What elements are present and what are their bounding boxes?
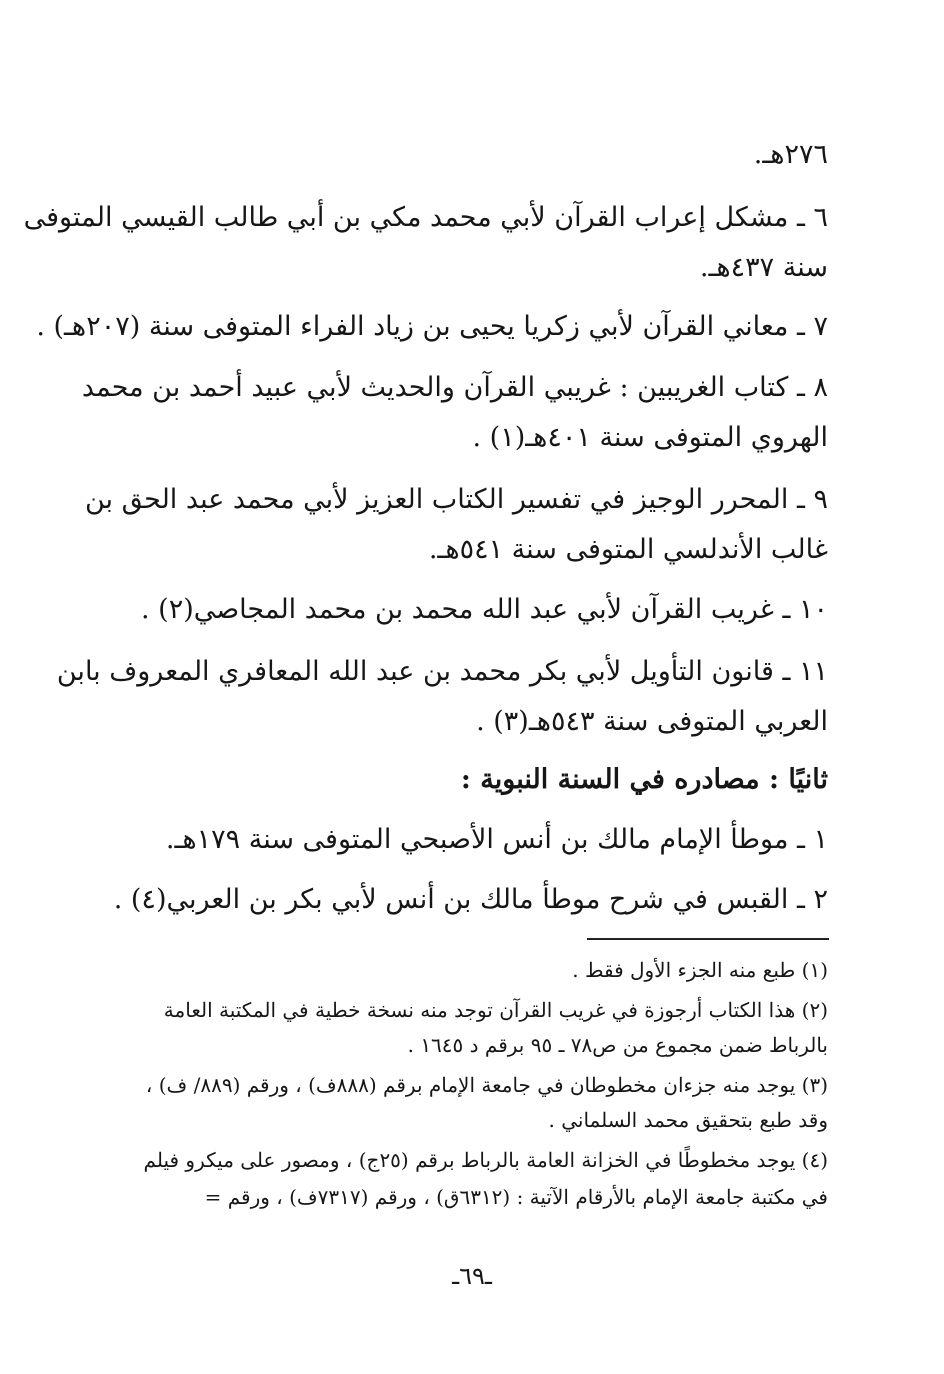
footnote-line-6: (٤) يوجد مخطوطًا في الخزانة العامة بالرباط برقم (٢٥ج) ، ومصور على ميكرو فيلم <box>143 1148 828 1172</box>
body-line-9: ١٠ ـ غريب القرآن لأبي عبد الله محمد بن محمد المجاصي(٢) . <box>141 594 828 625</box>
body-line-13: ١ ـ موطأ الإمام مالك بن أنس الأصبحي المتوفى سنة ١٧٩هـ. <box>165 824 828 855</box>
body-line-5: ٨ ـ كتاب الغريبين : غريبي القرآن والحديث لأبي عبيد أحمد بن محمد <box>81 372 828 403</box>
body-line-14: ٢ ـ القبس في شرح موطأ مالك بن أنس لأبي بكر بن العربي(٤) . <box>113 884 828 915</box>
body-line-10: ١١ ـ قانون التأويل لأبي بكر محمد بن عبد الله المعافري المعروف بابن <box>56 656 828 687</box>
page-number: ـ٦٩ـ <box>452 1262 492 1290</box>
footnote-line-2: (٢) هذا الكتاب أرجوزة في غريب القرآن توجد منه نسخة خطية في المكتبة العامة <box>163 998 828 1022</box>
body-line-6: الهروي المتوفى سنة ٤٠١هـ(١) . <box>472 422 828 453</box>
body-line-1: ٢٧٦هـ. <box>753 139 828 170</box>
footnote-line-7: في مكتبة جامعة الإمام بالأرقام الآتية : (٦٣١٢ق) ، ورقم (٧٣١٧ف) ، ورقم = <box>204 1185 828 1209</box>
footnote-line-1: (١) طبع منه الجزء الأول فقط . <box>572 958 828 982</box>
body-line-2: ٦ ـ مشكل إعراب القرآن لأبي محمد مكي بن أبي طالب القيسي المتوفى <box>23 202 828 233</box>
section-heading: ثانيًا : مصادره في السنة النبوية : <box>460 764 828 795</box>
body-line-4: ٧ ـ معاني القرآن لأبي زكريا يحيى بن زياد الفراء المتوفى سنة (٢٠٧هـ) . <box>36 311 828 342</box>
body-line-3: سنة ٤٣٧هـ. <box>699 252 828 283</box>
body-line-8: غالب الأندلسي المتوفى سنة ٥٤١هـ. <box>428 534 828 565</box>
footnote-line-4: (٣) يوجد منه جزءان مخطوطان في جامعة الإمام برقم (٨٨٨ف) ، ورقم (٨٨٩/ ف) ، <box>145 1073 828 1097</box>
body-line-11: العربي المتوفى سنة ٥٤٣هـ(٣) . <box>476 706 828 737</box>
footnote-line-5: وقد طبع بتحقيق محمد السلماني . <box>548 1108 828 1132</box>
footnote-line-3: بالرباط ضمن مجموع من ص٧٨ ـ ٩٥ برقم د ١٦٤٥ . <box>407 1033 828 1057</box>
body-line-7: ٩ ـ المحرر الوجيز في تفسير الكتاب العزيز لأبي محمد عبد الحق بن <box>84 484 828 515</box>
footnote-separator <box>587 938 829 940</box>
